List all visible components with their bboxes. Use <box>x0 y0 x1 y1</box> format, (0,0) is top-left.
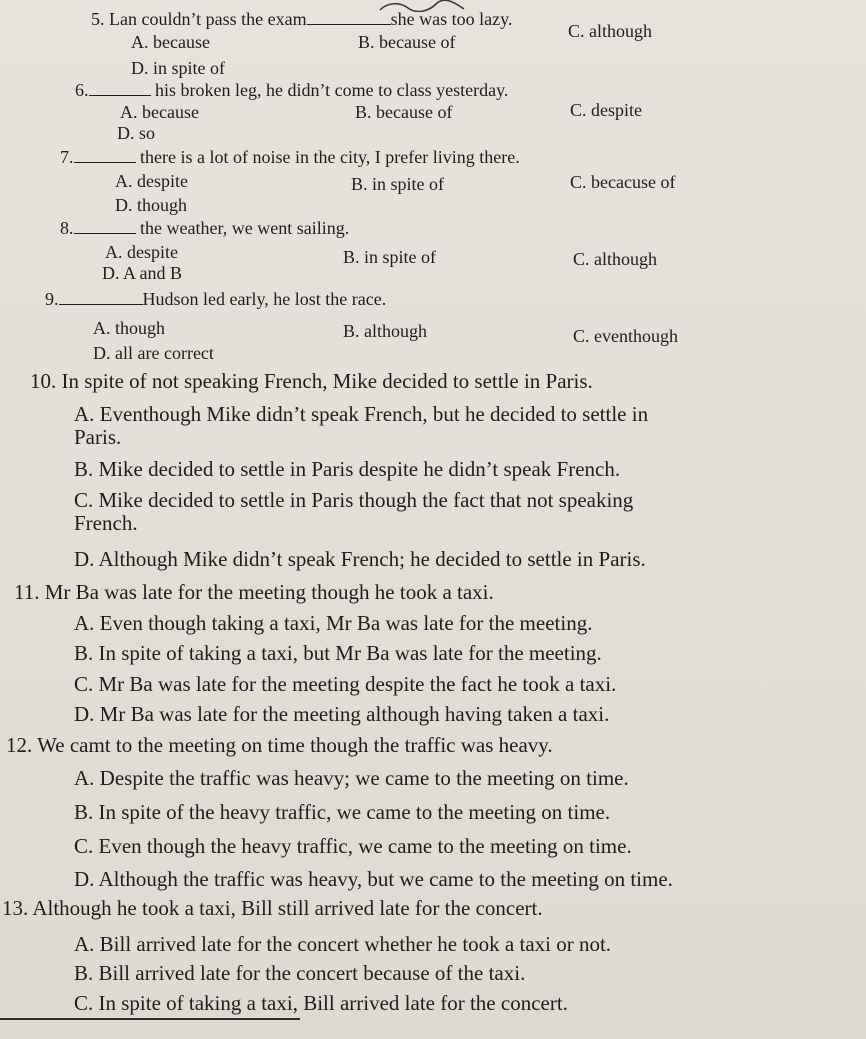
option-c: C. Mike decided to settle in Paris though the fact that not speaking <box>74 488 634 512</box>
option-c: C. becacuse of <box>570 172 676 192</box>
option-c-cont: French. <box>74 511 138 535</box>
option-b: B. because of <box>355 102 453 122</box>
stem-text: there is a lot of noise in the city, I prefer living there. <box>140 147 520 167</box>
stem-text: his broken leg, he didn’t come to class yesterday. <box>155 80 509 100</box>
option-d: D. Although Mike didn’t speak French; he decided to settle in Paris. <box>74 547 646 571</box>
option-d: D. so <box>117 123 156 143</box>
question-9-stem <box>45 290 386 308</box>
option-c: C. Even though the heavy traffic, we came to the meeting on time. <box>74 834 632 858</box>
option-b: B. Bill arrived late for the concert because of the taxi. <box>74 961 526 985</box>
option-d: D. in spite of <box>131 58 225 78</box>
question-13-stem: 13. Although he took a taxi, Bill still arrived late for the concert. <box>2 896 543 920</box>
question-number: 9. <box>45 289 59 309</box>
option-c: C. Mr Ba was late for the meeting despite the fact he took a taxi. <box>74 672 617 696</box>
question-7-stem <box>60 148 520 166</box>
option-a: A. despite <box>105 242 178 262</box>
option-d: D. Mr Ba was late for the meeting although having taken a taxi. <box>74 702 610 726</box>
answer-blank <box>89 81 151 96</box>
bottom-edge-line <box>0 1018 300 1020</box>
option-c: C. In spite of taking a taxi, Bill arrived late for the concert. <box>74 991 568 1015</box>
question-12-stem: 12. We camt to the meeting on time though the traffic was heavy. <box>6 733 553 757</box>
answer-blank <box>307 10 391 25</box>
option-c: C. eventhough <box>573 326 678 346</box>
question-number: 5. <box>91 9 105 29</box>
option-c: C. although <box>568 21 652 41</box>
option-a: A. Despite the traffic was heavy; we came to the meeting on time. <box>74 766 629 790</box>
option-b: B. although <box>343 321 427 341</box>
stem-text: Lan couldn’t pass the exam <box>109 9 307 29</box>
option-a: A. because <box>120 102 199 122</box>
question-number: 7. <box>60 147 74 167</box>
stem-text: she was too lazy. <box>390 9 513 29</box>
question-number: 8. <box>60 218 74 238</box>
question-5-stem <box>91 10 512 28</box>
option-d: D. all are correct <box>93 343 214 363</box>
option-a: A. Bill arrived late for the concert whether he took a taxi or not. <box>74 932 612 956</box>
option-a: A. despite <box>115 171 188 191</box>
question-6-stem <box>75 81 508 99</box>
option-c: C. despite <box>570 100 642 120</box>
question-10-stem: 10. In spite of not speaking French, Mike decided to settle in Paris. <box>30 369 593 393</box>
option-b: B. in spite of <box>351 174 444 194</box>
option-b: B. Mike decided to settle in Paris despite he didn’t speak French. <box>74 457 621 481</box>
stem-text: the weather, we went sailing. <box>140 218 350 238</box>
option-b: B. because of <box>358 32 456 52</box>
question-11-stem: 11. Mr Ba was late for the meeting though he took a taxi. <box>14 580 494 604</box>
option-d: D. A and B <box>102 263 183 283</box>
question-8-stem <box>60 219 349 237</box>
option-d: D. though <box>115 195 187 215</box>
stem-text: Hudson led early, he lost the race. <box>142 289 387 309</box>
option-a: A. because <box>131 32 210 52</box>
option-a: A. though <box>93 318 165 338</box>
option-a: A. Even though taking a taxi, Mr Ba was late for the meeting. <box>74 611 593 635</box>
option-a-cont: Paris. <box>74 425 122 449</box>
option-c: C. although <box>573 249 657 269</box>
option-b: B. In spite of the heavy traffic, we came to the meeting on time. <box>74 800 611 824</box>
answer-blank <box>74 148 136 163</box>
option-a: A. Eventhough Mike didn’t speak French, but he decided to settle in <box>74 402 649 426</box>
answer-blank <box>74 219 136 234</box>
question-number: 6. <box>75 80 89 100</box>
option-b: B. in spite of <box>343 247 436 267</box>
answer-blank <box>59 290 143 305</box>
option-d: D. Although the traffic was heavy, but we came to the meeting on time. <box>74 867 673 891</box>
option-b: B. In spite of taking a taxi, but Mr Ba was late for the meeting. <box>74 641 602 665</box>
